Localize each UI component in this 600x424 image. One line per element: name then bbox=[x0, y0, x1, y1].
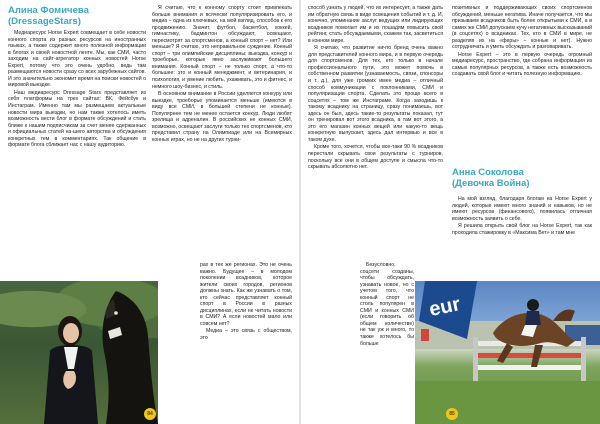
author-heading bbox=[452, 168, 592, 189]
paragraph: позитивных и поддерживающих своих спортсменов обсуждений, меньше негатива. Иначе получается, что мы призываем всадников быть более открытыми к СМИ, а в самих же СМИ допускаем кучу негативных высказываний (в соцсетях) о всадниках. Тех, кто в СМИ в мире, не разделяя их на «феры» – конные и нет). Нужно сотрудничать и уметь обсуждать и разговаривать. bbox=[452, 5, 592, 51]
paragraph: В основном внимание в России уделяется конкуру или выездке, троеборье упоминается меньше (имеются в виду все СМИ, в большей степени не конные). Популярнее тем не менее остается конкур. Люди любят зрелища и адреналин. В российских не конных СМИ, возможно, освещают заслуги только тех спортсменов, кто представил страну на Олимпиаде или на Всемирных конных играх, но не на других турни- bbox=[152, 91, 292, 143]
paragraph: Я решила открыть свой блог на Horse Expert, так как проходила стажировку в «Максима Вет» и там мне bbox=[452, 223, 592, 236]
banner-text: eur bbox=[427, 293, 463, 322]
paragraph: способ узнать у людей, что их интересует, а также дать им обратную связь в виде освещения событий и т. д. И, конечно, упоминание заслуг ведущих или лидирующих всадников помогает им и их лошадям повысить свой рейтинг, стать обсуждаемыми, скажем так, засветиться в конном мире. bbox=[308, 5, 443, 44]
paragraph: Кроме того, хочется, чтобы все-таки 90 % всадников перестали скрывать свои результаты с турниров, поскольку все они в общем доступе и смысла что-то скрывать абсолютно нет. bbox=[308, 144, 443, 171]
right-column-1 bbox=[308, 5, 443, 258]
paragraph: Я считаю, что к конному спорту стоит привлекать больше внимания и всячески популяризировать его, и медиа – одна из ключевых, на мой взгляд, способов к его продвижению. Значит, футбол, баскетбол, хоккей, гимнастику, бадминтон обсуждают, освещают, пересмотрят за спортсменов, а конный спорт – нет? Или меньше? Я считаю, это неправильное суждение. Конный спорт – три олимпийские дисциплины: выездка, конкур и троеборье, которые явно заслуживают большего внимания. Конный спорт – не только спорт, а что-то большее: это и конный менеджмент, и ветеринария, и психология, и умение любить, ухаживать, это и фитнес, и немного шоу-бизнес, и стиль. bbox=[152, 5, 292, 90]
show-jumping-scene bbox=[415, 281, 600, 424]
paragraph: Я считаю, что развитие ничто бренд очень важно для представителей конного мира, и в первую очередь для спортсменов. Для тех, кто только в начале профессионального пути, это может помочь в собственном развитии (узнаваемость, связи, спонсоры и т. д.), для уже громких имен медиа – отличный способ коммуникации с поклонниками, СМИ и популяризации спорта. Сделать это проще всего в соцсетях – том же Инстаграме. Когда заходишь к такому всаднику на страницу, сразу понимаешь, вот здесь он был, здесь такие-то результаты показал, тут он тренировал вот этого всадника, а там вот этого, а это его магазин конных вещей или какую-то вещь конкретную выпускает, здесь дал интервью и все в таком духе. bbox=[308, 45, 443, 143]
right-column-2-continued bbox=[452, 196, 592, 278]
rider-woman bbox=[40, 311, 102, 424]
page-number-badge: 85 bbox=[446, 408, 458, 420]
dressage-rider-photo bbox=[0, 281, 158, 424]
paragraph: На мой взгляд, благодаря блогам на Horse Expert у людей, которые имеют много знаний и навыков, но не имеют ресурсов (финансового), появилась отличная возможность заявить о себе. bbox=[452, 196, 592, 222]
show-jumping-photo bbox=[415, 281, 600, 424]
right-column-1-continued bbox=[360, 262, 414, 424]
paragraph: Безусловно, соцсети созданы, чтобы обсуждать, узнавать новое, но с учетом того, что конный спорт не столь популярен в СМИ и конных СМИ (если говорить об общем количестве) не так уж и много, то также хотелось бы больше bbox=[360, 262, 414, 347]
paragraph: Наш медиаресурс Dressage Stars представляет из себя платформы на трех сайтах: ВК, Фейсбук и Инстаграм. Именно там мы размещаем актуальные новости мира выездки, но нам также хотелось иметь возможность вести блог в формате обсуждений и стать ближе к нашим подписчикам за счет менее сдержанных и официальных статей на-шего авторства и обсуждения конкретных тем в комментариях. Так общение в формате блога сближает нас с нашу аудиторию. bbox=[8, 89, 146, 149]
author-name: Алина Фомичева bbox=[8, 5, 89, 16]
author-heading bbox=[8, 6, 148, 27]
paragraph: Медиа – это связь с обществом, это bbox=[200, 328, 292, 342]
author-name: Анна Соколова bbox=[452, 167, 524, 178]
author-org: (Девочка Война) bbox=[452, 177, 530, 189]
paragraph: Horse Expert – это в первую очередь огромный медиаресурс, пространство, где собрана информация из самых популярных ресурсов, а также есть возможность создавать свой блог и читать полезную информацию. bbox=[452, 51, 592, 78]
right-page bbox=[300, 0, 600, 424]
page-number-badge: 84 bbox=[144, 408, 156, 420]
right-column-2 bbox=[452, 5, 592, 155]
left-column-1 bbox=[8, 30, 146, 278]
left-column-2-continued bbox=[200, 262, 292, 424]
author-org: (DressageStars) bbox=[8, 15, 81, 27]
paragraph: Медиаресурс Horse Expert совмещает в себе новости конного спорта из разных ресурсов на иностранных языках, а также содержит много полезной информации в блогах и своей новостной ленте. Мы, как СМИ, часто заходим на сайт-агрегатор конных новостей Horse Expert, потому что это очень удобно, ведь там размещаются новости сразу со всех зарубежных сайтов. И это значительно экономит время на поиски новостей о мировой выездке. bbox=[8, 30, 146, 89]
paragraph: рах в тех же регионах. Это не очень важно. Будущее – в молодом поколении всадников, которое жители своих городов, регионов должны знать. Как же узнавать о том, кто сейчас представляет конный спорт в России в разных дисциплинах, если не читать новости в СМИ? А если новостей мало или совсем нет? bbox=[200, 262, 292, 327]
left-column-2 bbox=[152, 5, 292, 261]
